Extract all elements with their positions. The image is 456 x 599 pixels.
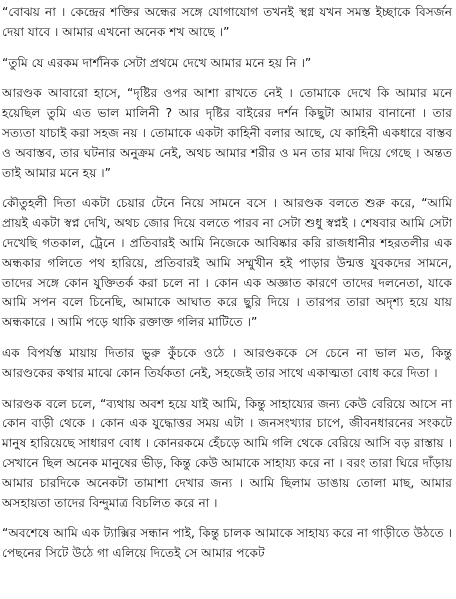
- paragraph-gap: [2, 333, 452, 344]
- paragraph: “বোঝয় না । কেন্দ্রের শক্তির অন্ধের সঙ্গে যোগাযোগ তখনই স্থগ্ন যখন সমস্ত ইচ্ছাকে বিসর্জন দেয়া যাবে । আমার এখনো অনেক শখ আছে ।”: [2, 5, 452, 39]
- paragraph-gap: [2, 384, 452, 395]
- paragraph: এক বিপর্যস্ত মায়ায় দিতার ভুরু কুঁচকে ওঠে । আরণ্ডককে সে চেনে না ভাল মত, কিন্তু আরণ্ডকের কথার মাঝে কোন তির্যকতা নেই, সহজেই তার সাথে একাত্মতা বোধ করে দিতা ।: [2, 345, 452, 380]
- paragraph-gap: [2, 73, 452, 84]
- paragraph-gap: [2, 513, 452, 524]
- paragraph: আরণ্ডক আবারো হাসে, “দৃষ্টির ওপর আশা রাখতে নেই । তোমাকে দেখে কি আমার মনে হয়েছিল তুমি এত ভাল মালিনী ? আর দৃষ্টির বাইরের দর্শন কিছুটা আমার বানানো । তার সত্যতা যাচাই করা সহজ নয় । তোমাকে একটা কাহিনী বলার আছে, যে কাহিনী একধারে বাস্তব ও অবাস্তব, তার ঘটনার অনুক্রম নেই, অথচ আমার শরীর ও মন তার মাঝ দিয়ে গেছে । অন্তত তাই আমার মনে হয় ।”: [2, 86, 452, 180]
- paragraph: আরণ্ডক বলে চলে, “ব্যথায় অবশ হয়ে যাই আমি, কিন্তু সাহায্যের জন্য কেউ বেরিয়ে আসে না কোন বাড়ী থেকে । কোন এক যুদ্ধোত্তর সময় এটা । জনসংখ্যার চাপে, জীবনধারনের সংকটে মানুষ হারিয়েছে সাধারণ বোধ । কোনরকমে হেঁচড়ে আমি গলি থেকে বেরিয়ে আসি বড় রাস্তায় । সেখানে ছিল অনেক মানুষের ভীড়, কিন্তু কেউ আমাকে সাহায্য করে না । বরং তারা ঘিরে দাঁড়ায় আমার চারদিকে অনেকটা তামাশা দেখার জন্য । আমি ছিলাম ডাঙায় তোলা মাছ, আমার অসহায়তা তাদের বিন্দুমাত্র বিচলিত করে না ।: [2, 396, 452, 510]
- paragraph-gap: [2, 43, 452, 54]
- paragraph: “তুমি যে এরকম দার্শনিক সেটা প্রথমে দেখে আমার মনে হয় নি ।”: [2, 55, 312, 70]
- paragraph-gap: [2, 183, 452, 194]
- paragraph: “অবশেষে আমি এক ট্যাক্সির সন্ধান পাই, কিন্তু চালক আমাকে সাহায্য করে না গাড়ীতে উঠতে । পেছনের সিটে উঠে গা এলিয়ে দিতেই সে আমার পকেট: [2, 526, 452, 561]
- paragraph: কৌতুহলী দিতা একটা চেয়ার টেনে নিয়ে সামনে বসে । আরণ্ডক বলতে শুরু করে, “আমি প্রায়ই একটা স্বপ্ন দেখি, অথচ জোর দিয়ে বলতে পারব না সেটা শুধু স্বপ্নই । শেষবার আমি সেটা দেখেছি গতকাল, ট্রেনে । প্রতিবারই আমি নিজেকে আবিষ্কার করি রাজধানীর শহরতলীর এক অন্ধকার গলিতে পথ হারিয়ে, প্রতিবারই আমি সম্মুখীন হই পাড়ার উন্মত্ত যুবকদের সামনে, তাদের সঙ্গে কোন যুক্তিতর্ক করা চলে না । কোন এক অজ্ঞাত কারণে তাদের দলনেতা, যাকে আমি সপন বলে চিনেছি, আমাকে আঘাত করে ছুরি দিয়ে । তারপর তারা অদৃশ্য হয়ে যায় অন্ধকারে । আমি পড়ে থাকি রক্তাক্ত গলির মাটিতে ।”: [2, 196, 452, 330]
